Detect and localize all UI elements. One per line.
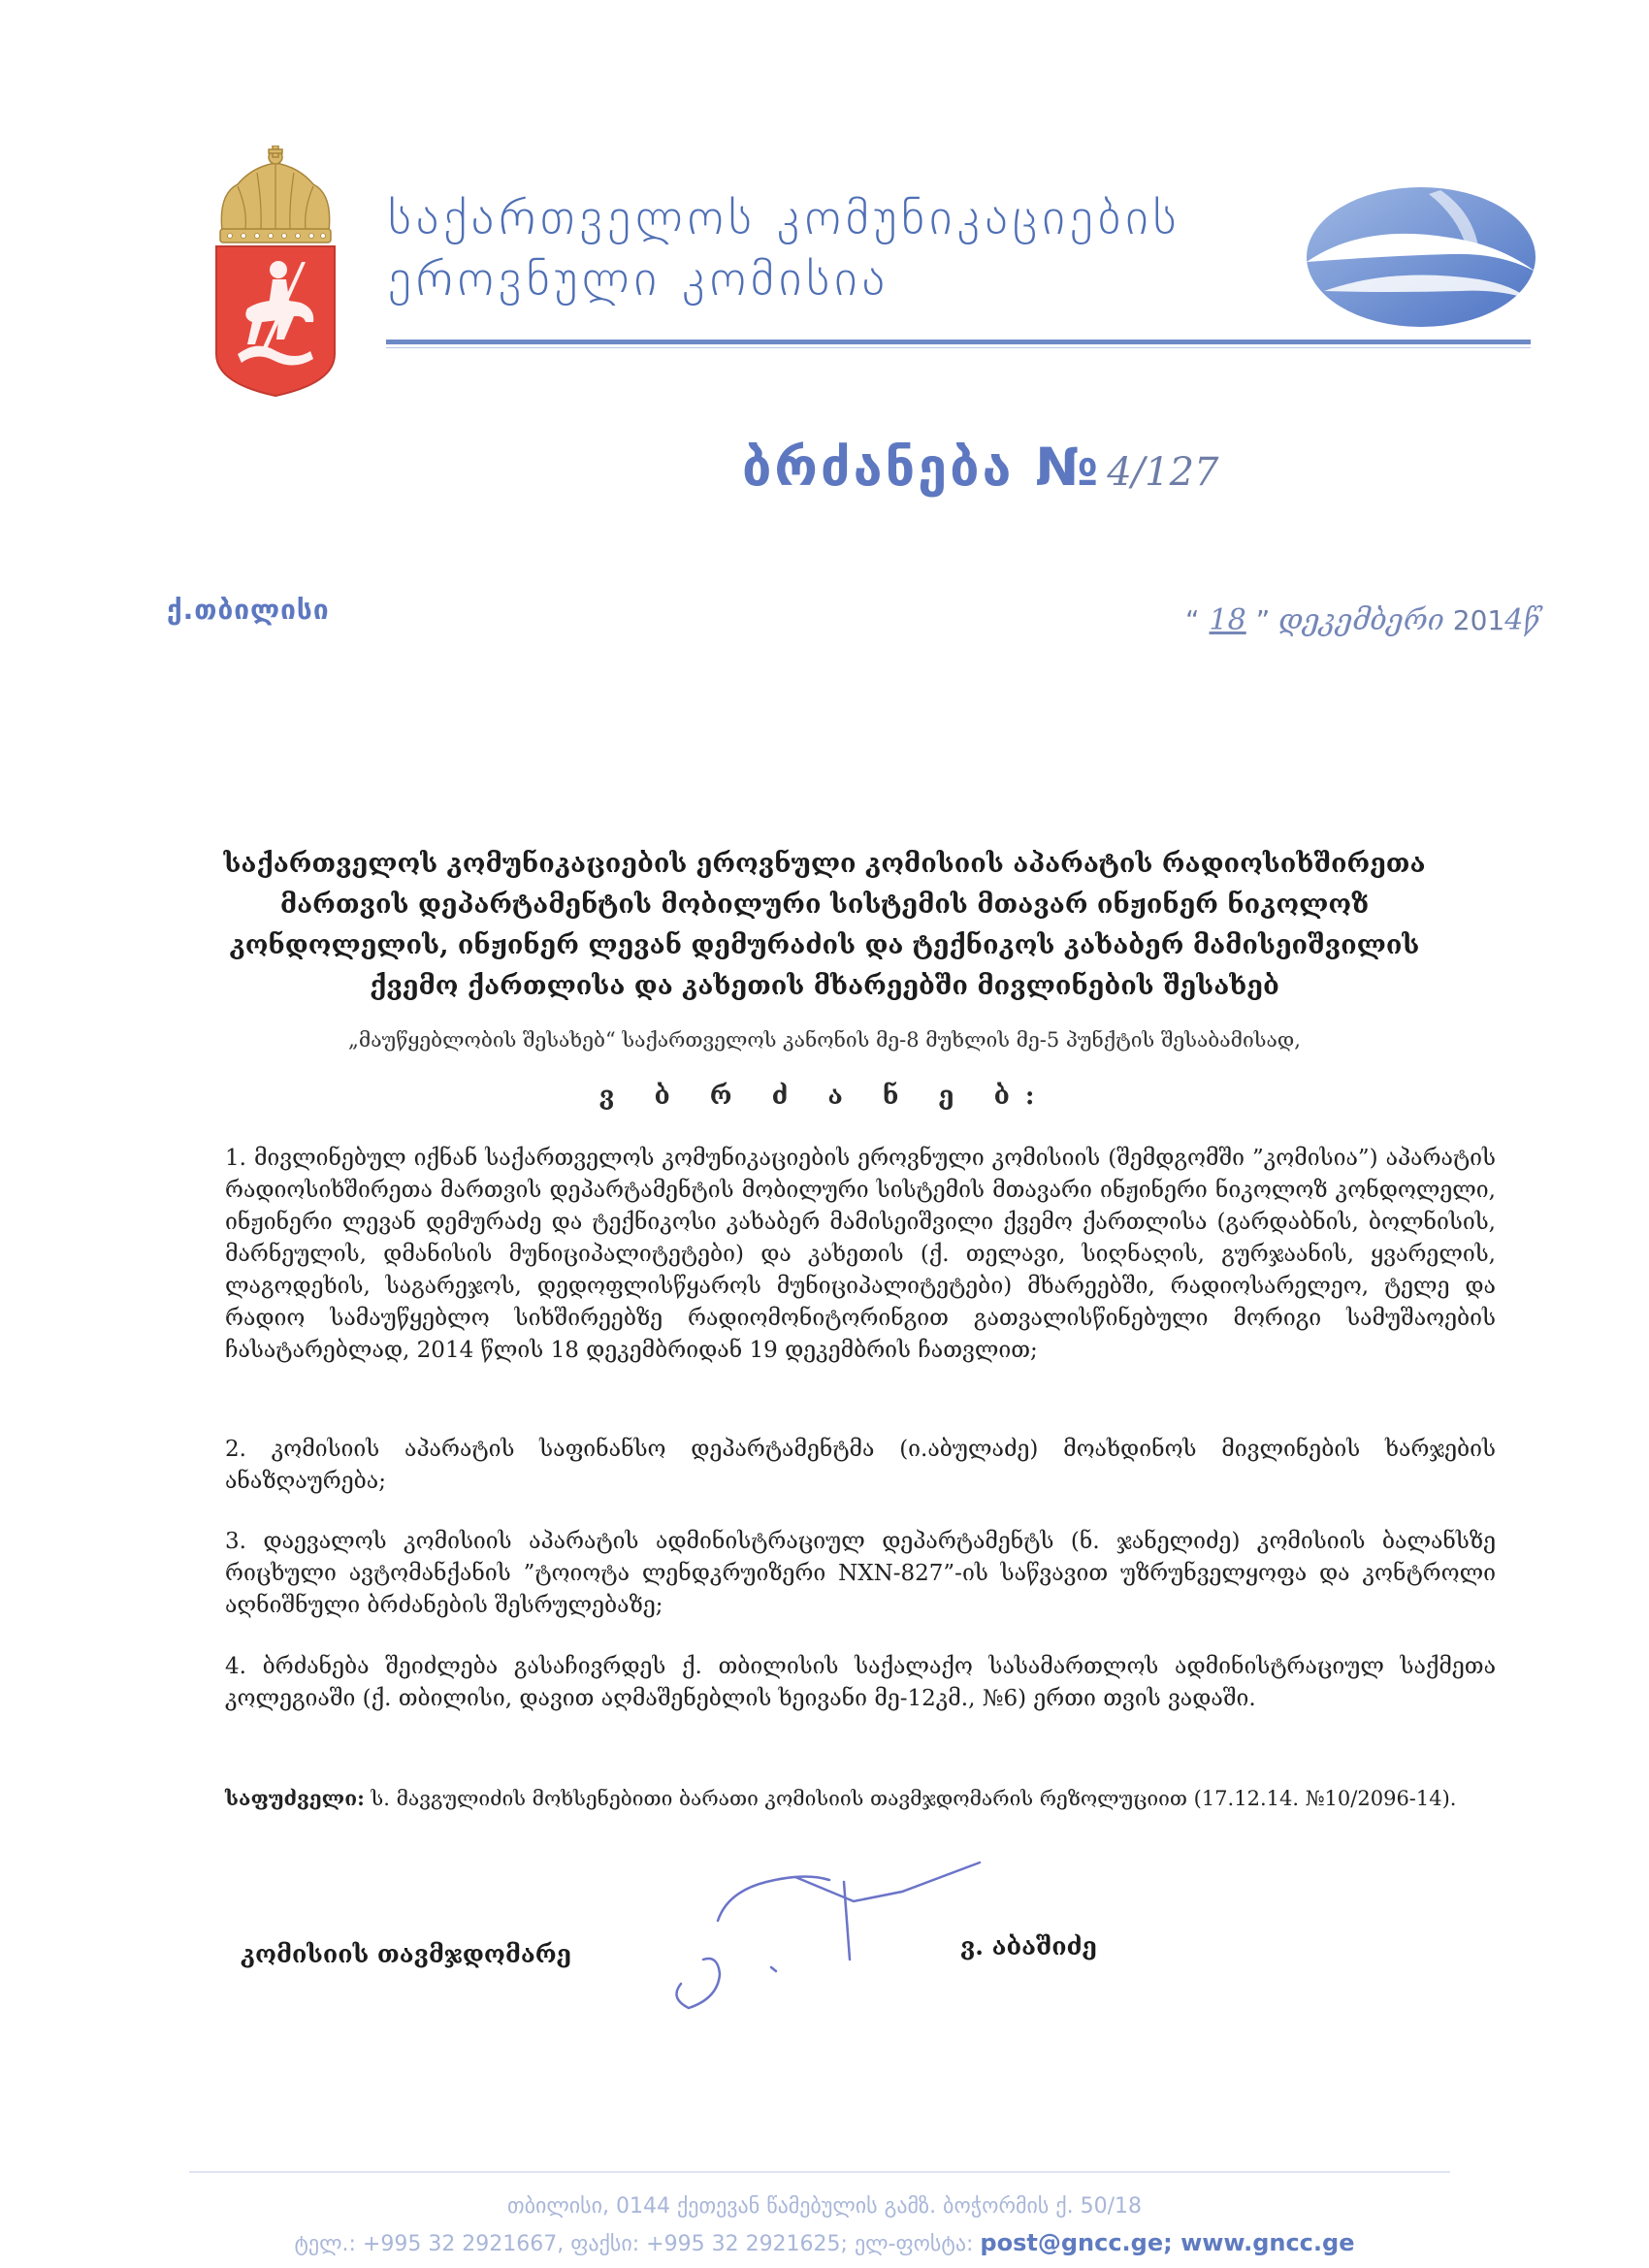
legal-basis: „მაუწყებლობის შესახებ“ საქართველოს კანონის მე-8 მუხლის მე-5 პუნქტის შესაბამისად, xyxy=(348,1028,1301,1052)
coat-of-arms-icon xyxy=(209,146,342,398)
order-item-2: 2. კომისიის აპარატის საფინანსო დეპარტამენტმა (ი.აბულაძე) მოახდინოს მივლინების ხარჯების ანაზღაურება; xyxy=(225,1437,1496,1494)
gncc-logo-icon xyxy=(1305,184,1537,330)
date-month: დეკემბერი xyxy=(1278,603,1444,637)
organization-name-line1: საქართველოს კომუნიკაციების xyxy=(388,189,1181,245)
header-divider xyxy=(386,340,1531,344)
footer-contacts xyxy=(194,2229,1455,2256)
subject-line: კონდოლელის, ინჟინერ ლევან დემურაძის და ტექნიკოს კახაბერ მამისეიშვილის xyxy=(229,930,1420,960)
basis-footnote-text: ს. მავგულიძის მოხსენებითი ბარათი კომისიის თავმჯდომარის რეზოლუციით (17.12.14. №10/2096-14). xyxy=(364,1787,1457,1810)
date-close-quote: ” xyxy=(1255,604,1271,636)
footer-email-link[interactable]: post@gncc.ge; xyxy=(980,2229,1173,2256)
signatory-title: კომისიის თავმჯდომარე xyxy=(241,1940,572,1968)
city-label: ქ.თბილისი xyxy=(167,594,330,626)
order-item-4: 4. ბრძანება შეიძლება გასაჩივრდეს ქ. თბილისის საქალაქო სასამართლოს ადმინისტრაციულ საქმეთა კოლეგიაში (ქ. თბილისი, დავით აღმაშენებლის ხეივანი მე-12კმ., №6) ერთი თვის ვადაში. xyxy=(225,1654,1496,1711)
order-title xyxy=(742,437,1219,498)
footer-divider xyxy=(189,2171,1450,2173)
order-item-1: 1. მივლინებულ იქნან საქართველოს კომუნიკაციების ეროვნული კომისიის (შემდგომში ”კომისია”) აპარატის რადიოსიხშირეთა მართვის დეპარტამენტის მობილური სისტემის მთავარი ინჟინერი ნიკოლოზ კონდოლელი, ინჟინერი ლევან დემურაძე და ტექნიკოსი კახაბერ მამისეიშვილი ქვემო ქართლისა (გარდაბნის, ბოლნისის, მარნეულის, დმანისის მუნიციპალიტეტები) და კახეთის (ქ. თელავი, სიღნაღის, გურჯაანის, ყვარელის, ლაგოდეხის, საგარეჯოს, დედოფლისწყაროს მუნიციპალიტეტები) მხარეებში, რადიოსარელეო, ტელე და რადიო სამაუწყებლო სიხშირეებზე რადიომონიტორინგით გათვალისწინებული მორიგი სამუშაოების ჩასატარებლად, 2014 წლის 18 დეკემბრიდან 19 დეკემბრის ჩათვლით; xyxy=(225,1146,1496,1363)
basis-footnote-label: საფუძველი: xyxy=(225,1786,365,1810)
subject-line: მართვის დეპარტამენტის მობილური სისტემის მთავარ ინჟინერ ნიკოლოზ xyxy=(279,890,1370,920)
header-divider-thin xyxy=(386,347,1531,348)
order-number: 4/127 xyxy=(1107,450,1219,495)
footer-address: თბილისი, 0144 ქეთევან წამებულის გამზ. ბოჭორმის ქ. 50/18 xyxy=(506,2194,1143,2219)
date-year-prefix: 201 xyxy=(1452,604,1505,636)
subject-line: საქართველოს კომუნიკაციების ეროვნული კომისიის აპარატის რადიოსიხშირეთა xyxy=(223,849,1426,879)
order-subject xyxy=(194,844,1455,1007)
organization-name-line2: ეროვნული კომისია xyxy=(388,250,890,307)
handwritten-signature xyxy=(660,1853,1009,2027)
footer-website-link[interactable]: www.gncc.ge xyxy=(1172,2229,1355,2256)
signatory-name: ვ. აბაშიძე xyxy=(960,1932,1097,1960)
order-title-label: ბრძანება № xyxy=(742,437,1102,498)
document-date xyxy=(1185,603,1539,637)
order-item-3: 3. დაევალოს კომისიის აპარატის ადმინისტრაციულ დეპარტამენტს (ნ. ჯანელიძე) კომისიის ბალანსზე რიცხული ავტომანქანის ”ტოიოტა ლენდკრუიზერი NXN-827”-ის საწვავით უზრუნველყოფა და კონტროლი აღნიშნული ბრძანების შესრულებაზე; xyxy=(225,1529,1496,1618)
date-year-suffix: 4წ xyxy=(1504,603,1540,637)
footer-phone-fax: ტელ.: +995 32 2921667, ფაქსი: +995 32 2921625; ელ-ფოსტა: xyxy=(294,2232,981,2256)
date-open-quote: “ xyxy=(1185,604,1200,636)
basis-footnote xyxy=(225,1783,1496,1814)
subject-line: ქვემო ქართლისა და კახეთის მხარეებში მივლინების შესახებ xyxy=(370,971,1279,1001)
decree-heading: ვ ბ რ ძ ა ნ ე ბ: xyxy=(598,1082,1051,1111)
date-day: 18 xyxy=(1209,603,1246,637)
